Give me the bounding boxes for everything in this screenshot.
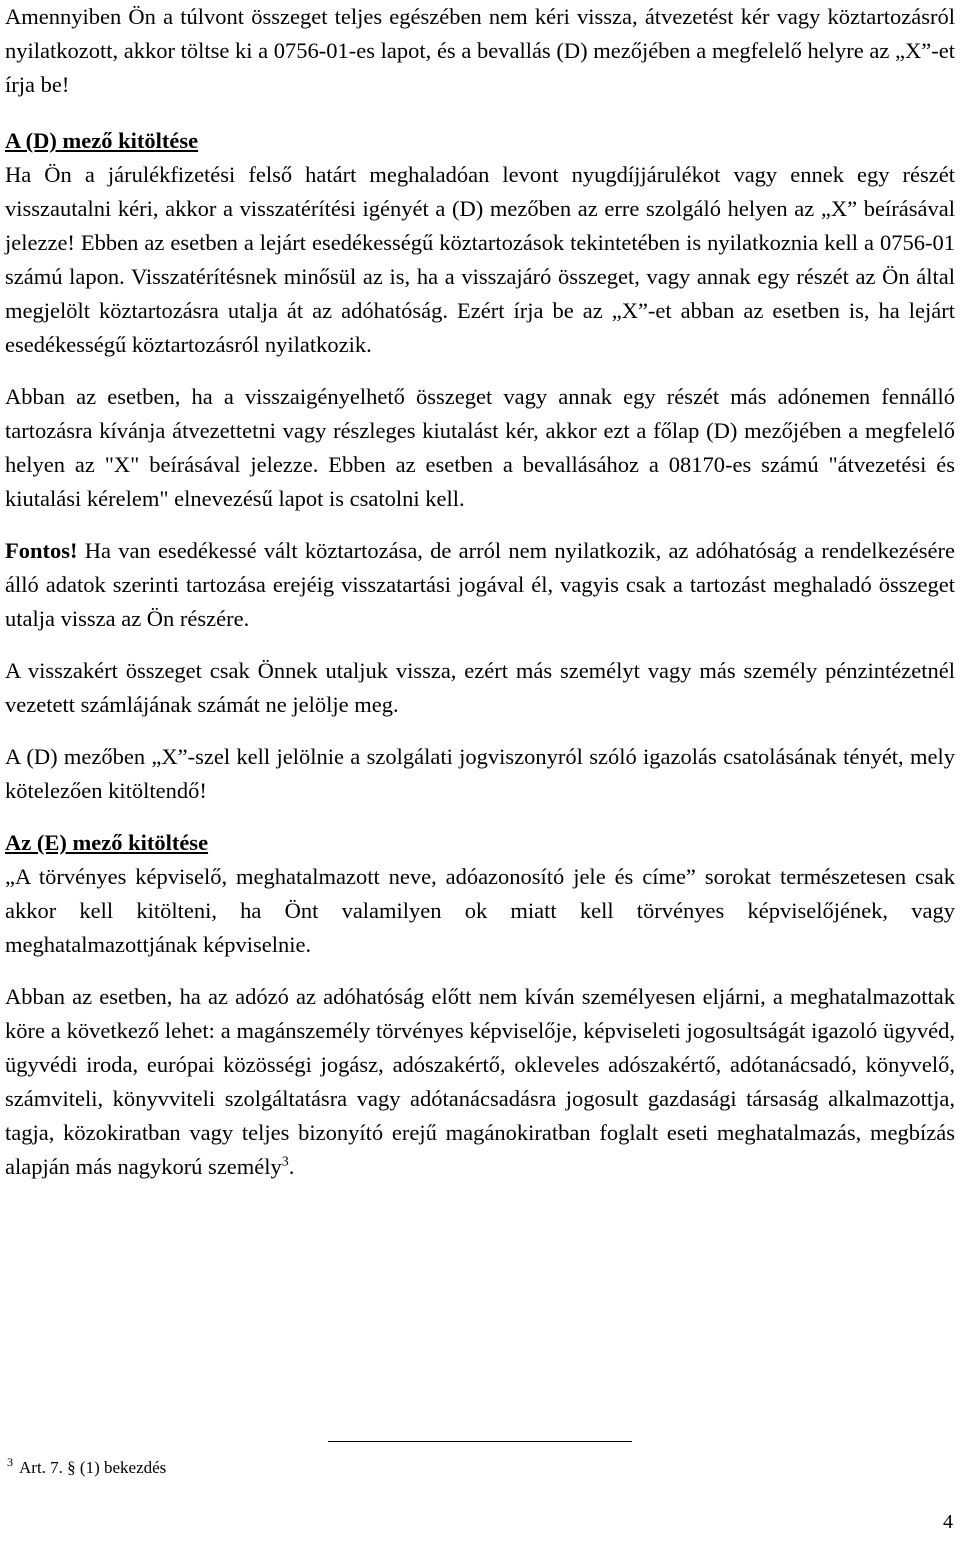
section-d-paragraph-2: Abban az esetben, ha a visszaigényelhető összeget vagy annak egy részét más adónemen fennálló tartozásra kívánja átvezettetni vagy részleges kiutalást kér, akkor ezt a főlap (D) mezőjében a megfelelő helyen az "X" beírásával jelezze. Ebben az esetben a bevallásához a 08170-es számú "átvezetési és kiutalási kérelem" elnevezésű lapot is csatolni kell. [5, 384, 955, 511]
footnote-reference: 3 [281, 1154, 289, 1170]
section-d-paragraph-5: A (D) mezőben „X”-szel kell jelölnie a szolgálati jogviszonyról szóló igazolás csatolásának tényét, mely kötelezően kitöltendő! [5, 744, 955, 803]
important-label: Fontos! [5, 538, 78, 563]
footnote [7, 1456, 166, 1480]
document-page [5, 0, 955, 1184]
section-d-paragraph-3 [5, 534, 955, 636]
intro-paragraph: Amennyiben Ön a túlvont összeget teljes egészében nem kéri vissza, átvezetést kér vagy köztartozásról nyilatkozott, akkor töltse ki a 0756-01-es lapot, és a bevallás (D) mezőjében a megfelelő helyre az „X”-et írja be! [5, 4, 955, 97]
footnote-text: Art. 7. § (1) bekezdés [19, 1458, 167, 1477]
page-number: 4 [943, 1511, 953, 1533]
section-d-heading: A (D) mező kitöltése [5, 128, 199, 153]
important-text: Ha van esedékessé vált köztartozása, de arról nem nyilatkozik, az adóhatóság a rendelkezésére álló adatok szerinti tartozása erejéig visszatartási jogával él, vagyis csak a tartozást meghaladó összeget utalja vissza az Ön részére. [5, 538, 955, 631]
section-e-paragraph-2-text: Abban az esetben, ha az adózó az adóhatóság előtt nem kíván személyesen eljárni, a meghatalmazottak köre a következő lehet: a magánszemély törvényes képviselője, képviseleti jogosultságát igazoló ügyvéd, ügyvédi iroda, európai közösségi jogász, adószakértő, okleveles adószakértő, adótanácsadó, könyvelő, számviteli, könyvviteli szolgáltatásra vagy adótanácsadásra jogosult gazdasági társaság alkalmazottja, tagja, közokiratban vagy teljes bizonyító erejű magánokiratban foglalt eseti meghatalmazás, megbízás alapján más nagykorú személy [5, 984, 955, 1179]
footnote-number: 3 [7, 1455, 13, 1470]
section-e-heading: Az (E) mező kitöltése [5, 830, 209, 855]
section-e-paragraph-2-end: . [288, 1154, 295, 1179]
section-e-paragraph-2 [5, 980, 955, 1184]
section-d-paragraph-1: Ha Ön a járulékfizetési felső határt meghaladóan levont nyugdíjjárulékot vagy ennek egy részét visszautalni kéri, akkor a visszatérítési igényét a (D) mezőben az erre szolgáló helyen az „X” beírásával jelezze! Ebben az esetben a lejárt esedékességű köztartozások tekintetében is nyilatkoznia kell a 0756-01 számú lapon. Visszatérítésnek minősül az is, ha a visszajáró összeget, vagy annak egy részét az Ön által megjelölt köztartozásra utalja át az adóhatóság. Ezért írja be az „X”-et abban az esetben is, ha lejárt esedékességű köztartozásról nyilatkozik. [5, 162, 955, 357]
section-e-paragraph-1: „A törvényes képviselő, meghatalmazott neve, adóazonosító jele és címe” sorokat természetesen csak akkor kell kitölteni, ha Önt valamilyen ok miatt kell törvényes képviselőjének, vagy meghatalmazottjának képviselnie. [5, 864, 955, 957]
footnote-divider [328, 1441, 632, 1442]
section-d-paragraph-4: A visszakért összeget csak Önnek utaljuk vissza, ezért más személyt vagy más személy pénzintézetnél vezetett számlájának számát ne jelölje meg. [5, 658, 955, 717]
